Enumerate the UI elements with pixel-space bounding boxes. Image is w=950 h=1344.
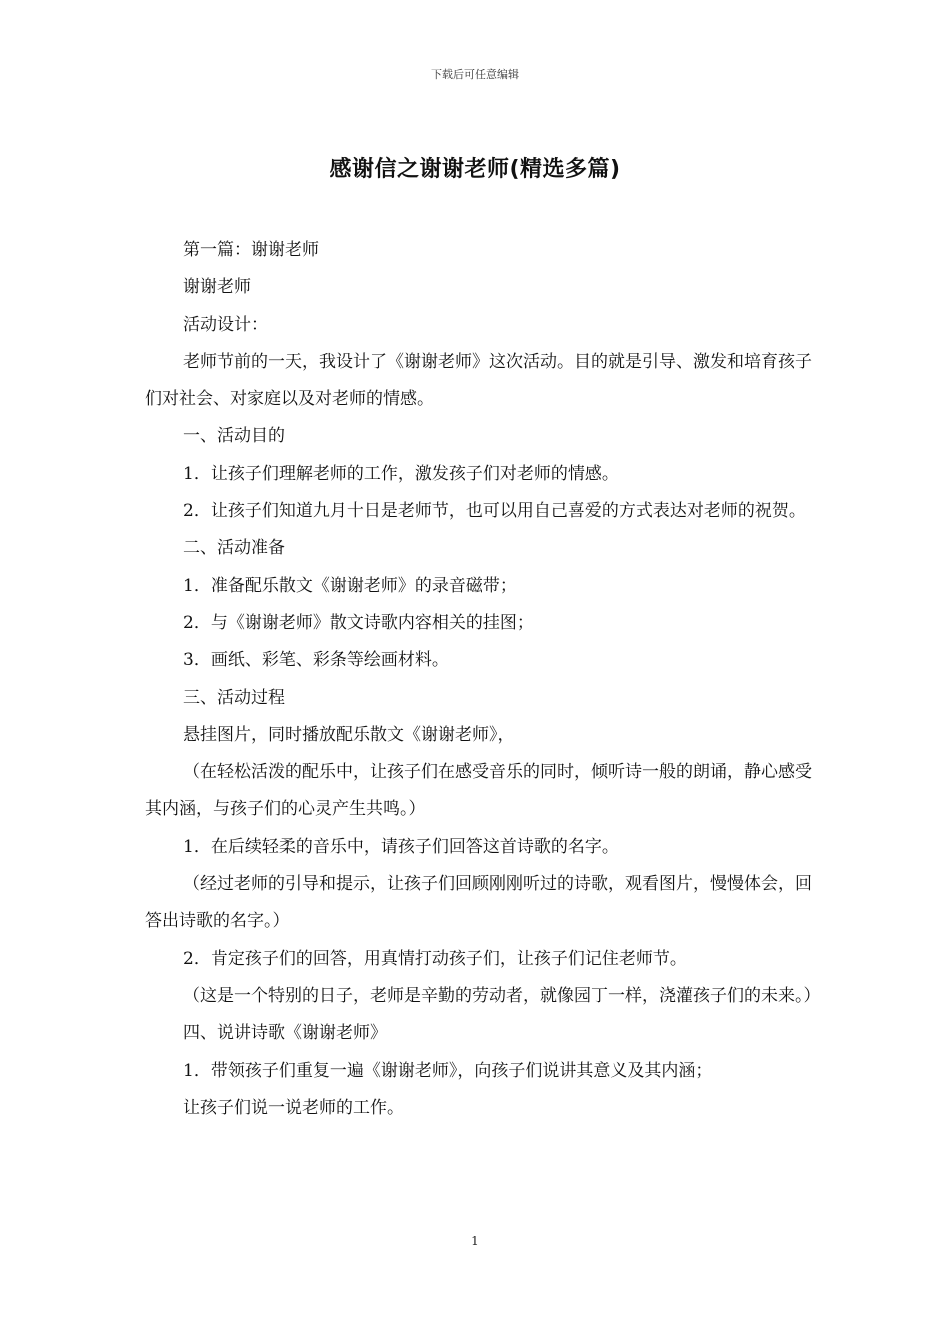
paragraph: （这是一个特别的日子，老师是辛勤的劳动者，就像园丁一样，浇灌孩子们的未来。） [183, 985, 821, 1006]
document-title: 感谢信之谢谢老师(精选多篇) [329, 157, 621, 182]
paragraph: 谢谢老师 [183, 277, 251, 298]
paragraph: （在轻松活泼的配乐中，让孩子们在感受音乐的同时，倾听诗一般的朗诵，静心感受其内涵，与孩子们的心灵产生共鸣。） [145, 762, 812, 820]
paragraph: 1．让孩子们理解老师的工作，激发孩子们对老师的情感。 [183, 463, 619, 484]
header-note: 下载后可任意编辑 [431, 68, 519, 81]
page-number: 1 [471, 1234, 479, 1248]
document-body [145, 232, 825, 1127]
paragraph: 第一篇：谢谢老师 [183, 240, 319, 260]
paragraph: 四、说讲诗歌《谢谢老师》 [183, 1023, 387, 1044]
paragraph: 三、活动过程 [183, 687, 285, 708]
paragraph: 老师节前的一天，我设计了《谢谢老师》这次活动。目的就是引导、激发和培育孩子们对社会、对家庭以及对老师的情感。 [145, 351, 812, 410]
paragraph: 二、活动准备 [183, 538, 285, 559]
paragraph: 1．准备配乐散文《谢谢老师》的录音磁带； [183, 575, 517, 596]
paragraph: 1．带领孩子们重复一遍《谢谢老师》，向孩子们说讲其意义及其内涵； [183, 1060, 713, 1081]
paragraph: 2．肯定孩子们的回答，用真情打动孩子们，让孩子们记住老师节。 [183, 948, 687, 969]
paragraph: （经过老师的引导和提示，让孩子们回顾刚刚听过的诗歌，观看图片，慢慢体会，回答出诗歌的名字。） [145, 874, 812, 932]
paragraph: 2．让孩子们知道九月十日是老师节，也可以用自己喜爱的方式表达对老师的祝贺。 [183, 501, 806, 522]
paragraph: 悬挂图片，同时播放配乐散文《谢谢老师》， [183, 724, 515, 745]
paragraph: 2．与《谢谢老师》散文诗歌内容相关的挂图； [183, 612, 534, 633]
paragraph: 一、活动目的 [183, 426, 285, 447]
paragraph: 活动设计： [183, 314, 268, 335]
paragraph: 1．在后续轻柔的音乐中，请孩子们回答这首诗歌的名字。 [183, 836, 619, 857]
paragraph: 3．画纸、彩笔、彩条等绘画材料。 [183, 650, 449, 671]
paragraph: 让孩子们说一说老师的工作。 [183, 1097, 404, 1118]
